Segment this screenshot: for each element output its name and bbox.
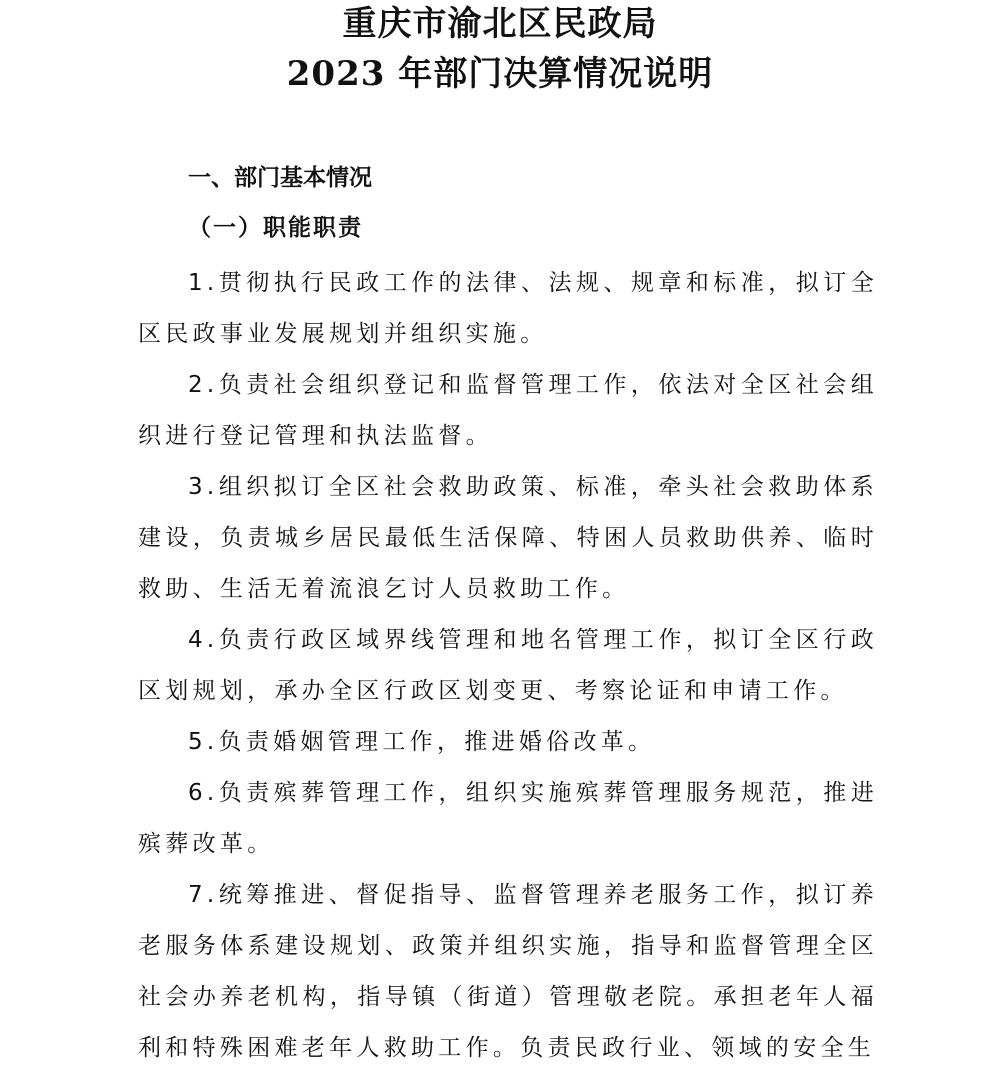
paragraph-6: 6.负责殡葬管理工作，组织实施殡葬管理服务规范，推进殡葬改革。 bbox=[138, 780, 878, 857]
paragraph-7: 7.统筹推进、督促指导、监督管理养老服务工作，拟订养老服务体系建设规划、政策并组织实施，指导和监督管理全区社会办养老机构，指导镇（街道）管理敬老院。承担老年人福利和特殊困难老年人救助工作。负责民政行业、领域的安全生 bbox=[138, 882, 878, 1061]
body-text bbox=[138, 258, 878, 1074]
paragraph-2: 2.负责社会组织登记和监督管理工作，依法对全区社会组织进行登记管理和执法监督。 bbox=[138, 372, 878, 449]
paragraph-3: 3.组织拟订全区社会救助政策、标准，牵头社会救助体系建设，负责城乡居民最低生活保障、特困人员救助供养、临时救助、生活无着流浪乞讨人员救助工作。 bbox=[138, 474, 878, 602]
section-heading: 一、部门基本情况 bbox=[188, 165, 372, 191]
paragraph-1: 1.贯彻执行民政工作的法律、法规、规章和标准，拟订全区民政事业发展规划并组织实施。 bbox=[138, 270, 878, 347]
document-title-line-1: 重庆市渝北区民政局 bbox=[342, 4, 658, 44]
paragraph-5: 5.负责婚姻管理工作，推进婚俗改革。 bbox=[188, 729, 656, 755]
paragraph-4: 4.负责行政区域界线管理和地名管理工作，拟订全区行政区划规划，承办全区行政区划变更、考察论证和申请工作。 bbox=[138, 627, 878, 704]
document-title-line-2: 2023 年部门决算情况说明 bbox=[286, 54, 714, 94]
subsection-heading: （一）职能职责 bbox=[188, 215, 363, 241]
